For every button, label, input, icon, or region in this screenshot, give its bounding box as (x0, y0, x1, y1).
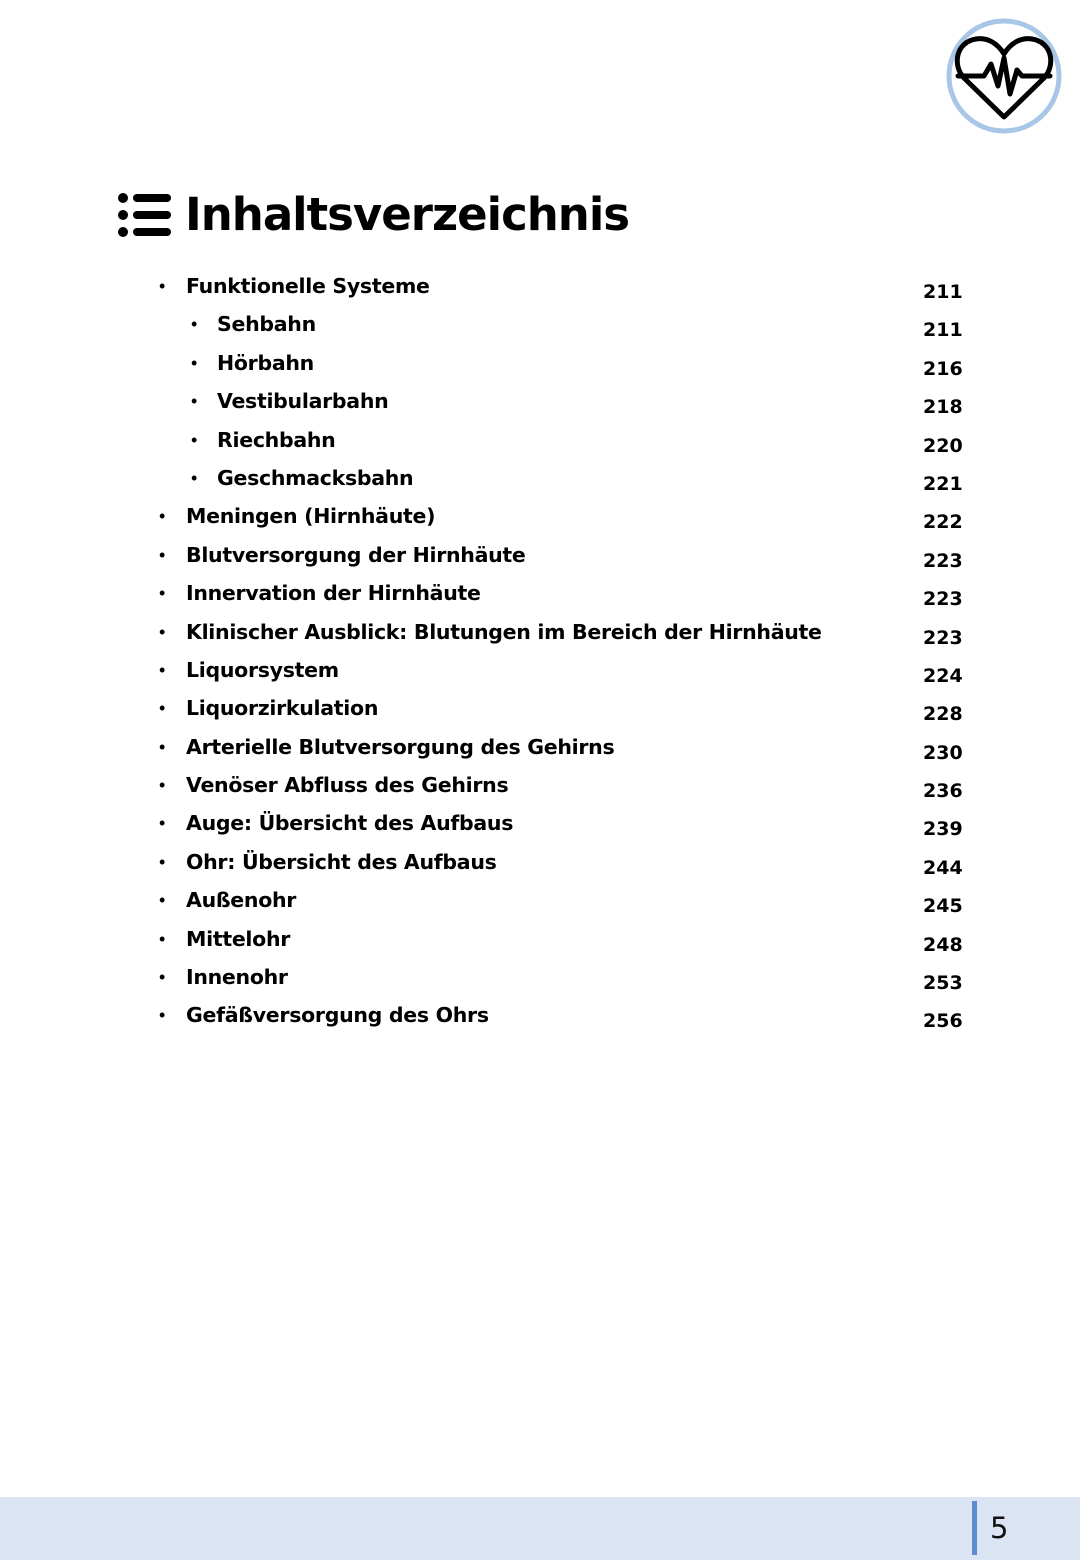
toc-entry-title: Klinischer Ausblick: Blutungen im Bereich der Hirnhäute (186, 619, 822, 644)
toc-entry-title: Liquorsystem (186, 657, 339, 682)
toc-entry-page: 236 (923, 780, 963, 803)
toc-entry-page: 253 (923, 972, 963, 995)
bullet-icon: • (159, 928, 166, 949)
bullet-icon: • (159, 851, 166, 872)
toc-entry-page: 224 (923, 664, 963, 687)
toc-entry[interactable] (0, 498, 1080, 536)
toc-entry-page: 223 (923, 626, 963, 649)
toc-entry[interactable] (0, 652, 1080, 690)
bullet-icon: • (159, 890, 166, 911)
toc-entry-page: 256 (923, 1010, 963, 1033)
toc-entry[interactable] (0, 767, 1080, 805)
toc-entry[interactable] (0, 383, 1080, 421)
list-icon (117, 192, 173, 238)
toc-entry-title: Sehbahn (217, 312, 316, 337)
toc-entry-title: Innervation der Hirnhäute (186, 581, 481, 606)
bullet-icon: • (159, 967, 166, 988)
bullet-icon: • (159, 544, 166, 565)
toc-entry[interactable] (0, 422, 1080, 460)
toc-entry[interactable] (0, 882, 1080, 920)
toc-entry-title: Blutversorgung der Hirnhäute (186, 542, 526, 567)
toc-entry[interactable] (0, 997, 1080, 1035)
toc-entry-title: Gefäßversorgung des Ohrs (186, 1003, 489, 1028)
toc-entry-page: 230 (923, 741, 963, 764)
toc-entry-title: Auge: Übersicht des Aufbaus (186, 811, 514, 836)
toc-entry[interactable] (0, 729, 1080, 767)
bullet-icon: • (159, 736, 166, 757)
toc-entry-title: Arterielle Blutversorgung des Gehirns (186, 734, 615, 759)
toc-entry[interactable] (0, 805, 1080, 843)
toc-entry-page: 220 (923, 434, 963, 457)
bullet-icon: • (159, 621, 166, 642)
bullet-icon: • (159, 698, 166, 719)
page-number: 5 (990, 1511, 1009, 1545)
toc-entry[interactable] (0, 614, 1080, 652)
toc-entry[interactable] (0, 345, 1080, 383)
toc-entry-page: 221 (923, 472, 963, 495)
toc-entry-page: 239 (923, 818, 963, 841)
toc-entry[interactable] (0, 690, 1080, 728)
toc-entry-page: 211 (923, 319, 963, 342)
toc-entry-page: 222 (923, 511, 963, 534)
bullet-icon: • (159, 276, 166, 296)
bullet-icon: • (159, 506, 166, 527)
bullet-icon: • (159, 813, 166, 834)
heartbeat-icon (946, 18, 1062, 134)
footer (0, 1497, 1080, 1560)
toc-entry[interactable] (0, 306, 1080, 344)
table-of-contents (0, 268, 1080, 1036)
toc-entry-title: Ohr: Übersicht des Aufbaus (186, 849, 497, 874)
bullet-icon: • (159, 659, 166, 680)
toc-entry-page: 211 (923, 281, 963, 303)
toc-entry-title: Hörbahn (217, 350, 314, 375)
toc-entry-title: Meningen (Hirnhäute) (186, 504, 436, 529)
toc-entry-title: Mittelohr (186, 926, 291, 951)
toc-entry-title: Innenohr (186, 965, 288, 990)
toc-entry[interactable] (0, 537, 1080, 575)
toc-entry[interactable] (0, 575, 1080, 613)
toc-entry-page: 245 (923, 895, 963, 918)
bullet-icon: • (191, 429, 198, 450)
bullet-icon: • (191, 314, 198, 335)
toc-entry-title: Funktionelle Systeme (186, 274, 430, 298)
bullet-icon: • (191, 352, 198, 373)
toc-entry-title: Liquorzirkulation (186, 696, 379, 721)
bullet-icon: • (159, 775, 166, 796)
toc-entry[interactable] (0, 844, 1080, 882)
bullet-icon: • (159, 1005, 166, 1026)
bullet-icon: • (191, 467, 198, 488)
toc-entry-page: 216 (923, 357, 963, 380)
bullet-icon: • (191, 391, 198, 412)
toc-entry-page: 223 (923, 549, 963, 572)
toc-entry-page: 223 (923, 588, 963, 611)
footer-divider (972, 1501, 977, 1555)
toc-entry[interactable] (0, 268, 1080, 306)
toc-entry[interactable] (0, 460, 1080, 498)
toc-entry-title: Venöser Abfluss des Gehirns (186, 773, 509, 798)
page-title: Inhaltsverzeichnis (185, 188, 630, 241)
toc-entry-title: Vestibularbahn (217, 389, 389, 414)
toc-entry-page: 244 (923, 856, 963, 879)
toc-entry[interactable] (0, 921, 1080, 959)
toc-entry-title: Geschmacksbahn (217, 465, 414, 490)
toc-entry-title: Riechbahn (217, 427, 336, 452)
page-header (117, 188, 629, 241)
toc-entry-page: 248 (923, 933, 963, 956)
toc-entry[interactable] (0, 959, 1080, 997)
bullet-icon: • (159, 583, 166, 604)
toc-entry-page: 218 (923, 396, 963, 419)
toc-entry-title: Außenohr (186, 888, 297, 913)
toc-entry-page: 228 (923, 703, 963, 726)
